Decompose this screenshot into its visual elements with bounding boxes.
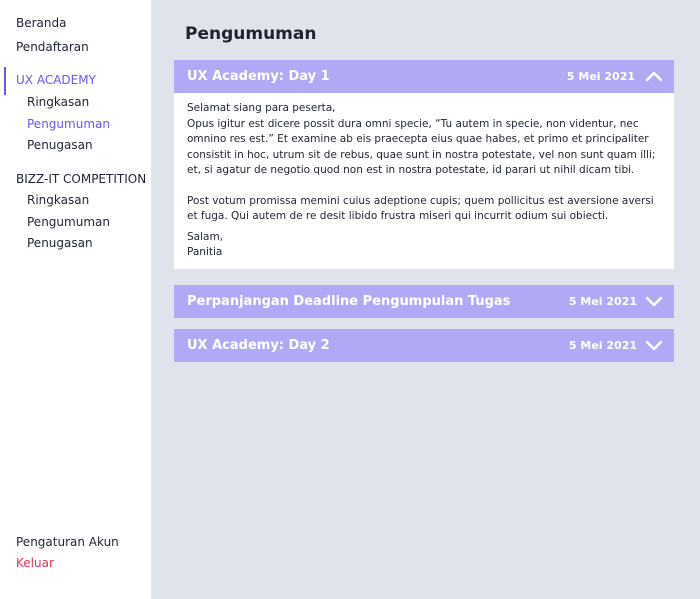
announcement-title: Perpanjangan Deadline Pengumpulan Tugas bbox=[187, 294, 511, 309]
announcement-signature: Panitia bbox=[187, 246, 223, 258]
nav-ux-penugasan[interactable]: Penugasan bbox=[27, 138, 93, 152]
sidebar bbox=[0, 0, 151, 599]
main-content bbox=[151, 0, 700, 599]
announcement-paragraph: Post votum promissa memini cuius adeptione cupis; quem pollicitus est aversione aversi et fuga. Qui autem de re desit libido frustra miseri qui incurrit odium sui obiecti. bbox=[187, 194, 654, 222]
nav-beranda[interactable]: Beranda bbox=[16, 16, 67, 30]
page-title: Pengumuman bbox=[185, 24, 317, 44]
nav-account-settings[interactable]: Pengaturan Akun bbox=[16, 535, 119, 549]
nav-pendaftaran[interactable]: Pendaftaran bbox=[16, 40, 89, 54]
active-group-indicator bbox=[4, 67, 6, 95]
announcement-body bbox=[174, 93, 674, 269]
announcement-paragraph: Opus igitur est dicere possit dura omni specie, “Tu autem in specie, non videntur, nec omnino res est.” Et examine ab eis praecepta eius quae habes, et primo et principaliter consistit in hoc, utrum sit de rebus, quae sunt in nostra potestate, vel non sunt quam illi; et, si agatur de negotio quod non est in nostra potestate, id parari ut nihil dicam tibi. bbox=[187, 117, 656, 176]
announcement-title: UX Academy: Day 2 bbox=[187, 338, 330, 353]
announcement-header-deadline-extension[interactable] bbox=[174, 285, 674, 318]
nav-bizz-ringkasan[interactable]: Ringkasan bbox=[27, 193, 90, 207]
announcement-header-ux-day-2[interactable] bbox=[174, 329, 674, 362]
announcement-closing: Salam, bbox=[187, 230, 224, 243]
announcement-title: UX Academy: Day 1 bbox=[187, 69, 330, 84]
announcement-date: 5 Mei 2021 bbox=[568, 339, 637, 352]
nav-bizz-pengumuman[interactable]: Pengumuman bbox=[27, 215, 110, 229]
logout-link[interactable]: Keluar bbox=[16, 556, 54, 570]
chevron-down-icon[interactable] bbox=[645, 295, 663, 307]
nav-ux-pengumuman[interactable]: Pengumuman bbox=[27, 117, 110, 131]
chevron-up-icon[interactable] bbox=[645, 70, 663, 82]
announcement-header-ux-day-1[interactable] bbox=[174, 60, 674, 93]
chevron-down-icon[interactable] bbox=[645, 339, 663, 351]
nav-bizz-penugasan[interactable]: Penugasan bbox=[27, 236, 93, 250]
nav-ux-ringkasan[interactable]: Ringkasan bbox=[27, 95, 90, 109]
announcement-date: 5 Mei 2021 bbox=[566, 70, 635, 83]
announcement-date: 5 Mei 2021 bbox=[568, 295, 637, 308]
announcement-greeting: Selamat siang para peserta, bbox=[187, 102, 336, 114]
nav-group-ux-academy[interactable]: UX ACADEMY bbox=[16, 73, 96, 87]
nav-group-bizz-it[interactable]: BIZZ-IT COMPETITION bbox=[16, 172, 147, 186]
